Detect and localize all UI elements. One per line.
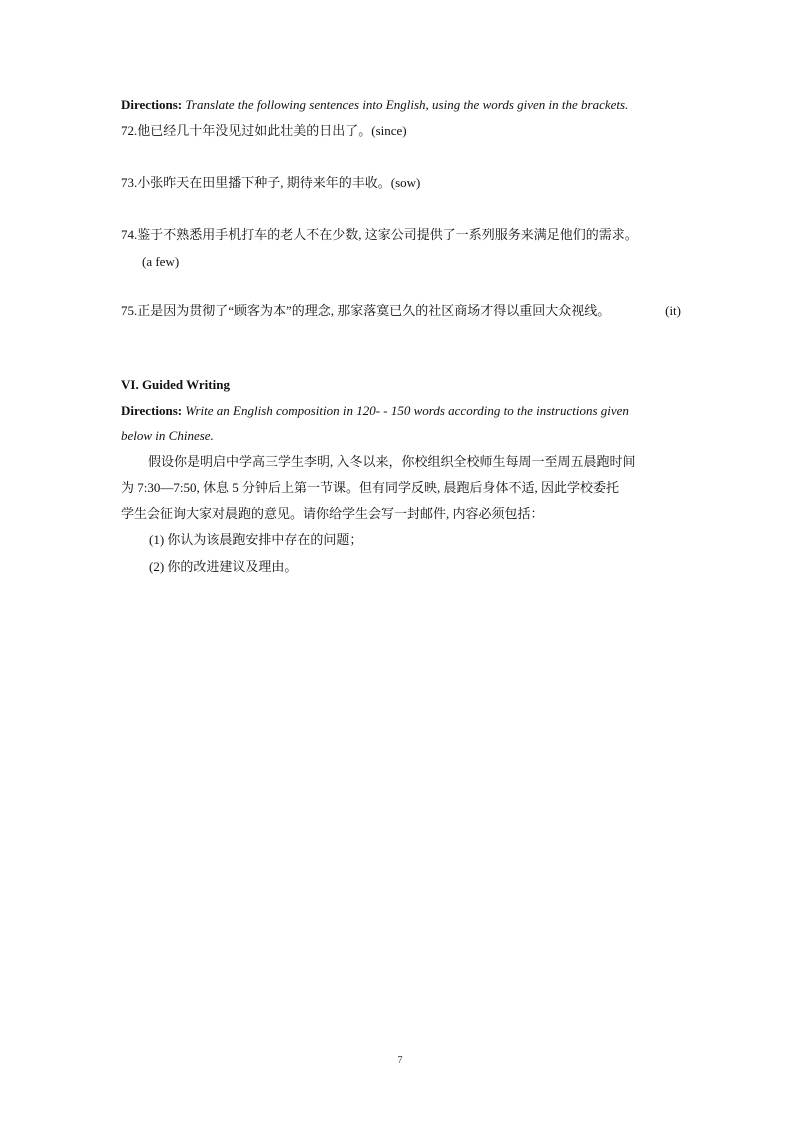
question-75-text: 75.正是因为贯彻了“顾客为本”的理念, 那家落寞已久的社区商场才得以重回大众视线。 — [121, 303, 611, 318]
question-75-hint: (it) — [665, 303, 681, 318]
directions-text-line2: below in Chinese. — [121, 428, 214, 443]
directions-text-line1: Write an English composition in 120- - 150 words according to the instructions given — [185, 403, 629, 418]
requirement-item-1: (1) 你认为该晨跑安排中存在的问题； — [149, 532, 363, 547]
question-74-hint: (a few) — [142, 254, 180, 269]
directions-label: Directions: — [121, 97, 183, 112]
prompt-line-3: 学生会征询大家对晨跑的意见。请你给学生会写一封邮件, 内容必须包括： — [121, 506, 544, 521]
directions-text: Translate the following sentences into English, using the words given in the brackets. — [185, 97, 629, 112]
question-75 — [121, 302, 681, 320]
writing-directions — [121, 402, 629, 420]
question-74: 74.鉴于不熟悉用手机打车的老人不在少数, 这家公司提供了一系列服务来满足他们的需求。 — [121, 227, 638, 242]
translation-directions — [121, 96, 628, 114]
question-73: 73.小张昨天在田里播下种子, 期待来年的丰收。(sow) — [121, 175, 421, 190]
question-72: 72.他已经几十年没见过如此壮美的日出了。(since) — [121, 123, 407, 138]
requirement-item-2: (2) 你的改进建议及理由。 — [149, 559, 298, 574]
section-title: VI. Guided Writing — [121, 377, 230, 392]
prompt-line-1: 假设你是明启中学高三学生李明, 入冬以来，你校组织全校师生每周一至周五晨跑时间 — [148, 454, 636, 469]
directions-label: Directions: — [121, 403, 183, 418]
page-number: 7 — [397, 1055, 403, 1066]
prompt-line-2: 为 7:30—7:50, 休息 5 分钟后上第一节课。但有同学反映, 晨跑后身体不适, 因此学校委托 — [121, 480, 619, 495]
